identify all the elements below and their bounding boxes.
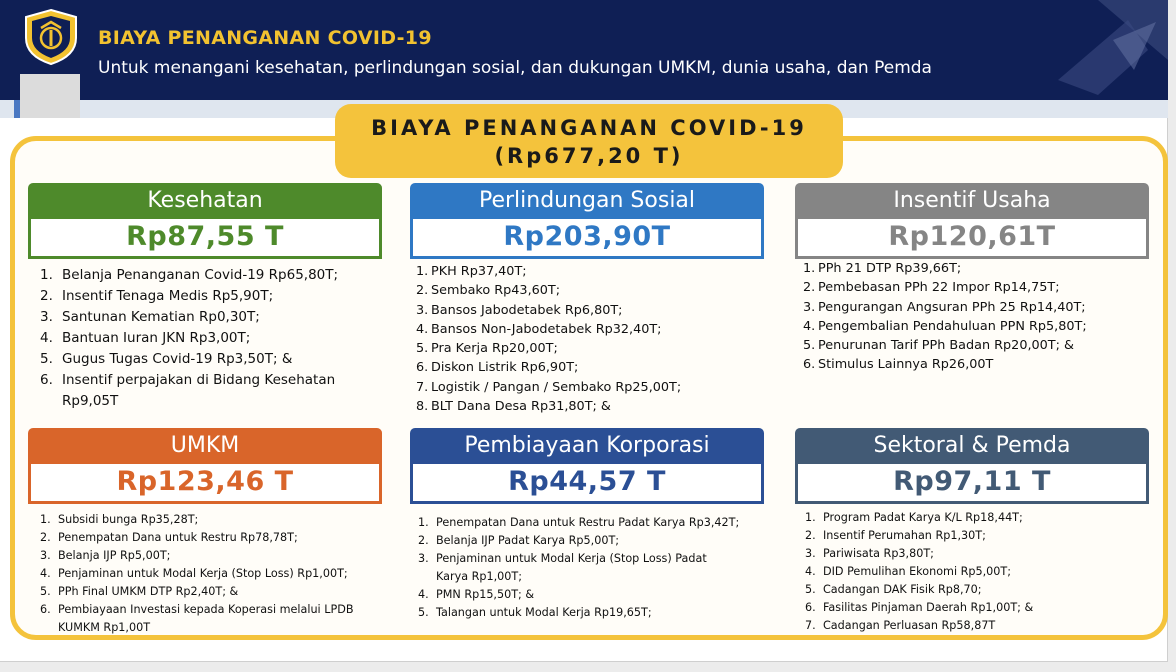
item-text: Pembiayaan Investasi kepada Koperasi melalui LPDB bbox=[58, 603, 354, 616]
item-text: Stimulus Lainnya Rp26,00T bbox=[818, 357, 994, 373]
card-value-umkm: Rp123,46 T bbox=[28, 464, 382, 504]
item-number: 1. bbox=[416, 264, 429, 279]
list-kesehatan bbox=[40, 265, 338, 412]
list-item bbox=[803, 355, 1087, 374]
item-number: 3. bbox=[40, 549, 51, 562]
list-item bbox=[805, 509, 1033, 527]
item-number: 4. bbox=[416, 321, 429, 337]
item-text: Pengembalian Pendahuluan PPN Rp5,80T; bbox=[818, 318, 1087, 334]
item-number: 7. bbox=[805, 619, 816, 632]
item-number: 1. bbox=[805, 511, 816, 524]
item-text: PMN Rp15,50T; & bbox=[436, 588, 535, 601]
placeholder-box bbox=[20, 74, 80, 118]
list-item bbox=[418, 586, 739, 604]
list-item bbox=[418, 604, 739, 622]
item-number: 8. bbox=[416, 399, 429, 415]
list-item bbox=[40, 565, 354, 583]
card-title-pembiayaan-korporasi: Pembiayaan Korporasi bbox=[410, 428, 764, 464]
item-number: 3. bbox=[803, 299, 816, 315]
list-item bbox=[40, 583, 354, 601]
card-title-sektoral-pemda: Sektoral & Pemda bbox=[795, 428, 1149, 464]
list-item bbox=[805, 527, 1033, 545]
item-text: Talangan untuk Modal Kerja Rp19,65T; bbox=[436, 606, 652, 619]
list-item bbox=[416, 378, 681, 397]
banner-total: (Rp677,20 T) bbox=[494, 144, 684, 168]
item-text-continued: KUMKM Rp1,00T bbox=[58, 621, 151, 634]
item-text-continued: Rp9,05T bbox=[62, 393, 119, 409]
item-number: 3. bbox=[40, 309, 53, 325]
item-number: 4. bbox=[805, 565, 816, 578]
list-item bbox=[803, 278, 1087, 297]
item-number: 5. bbox=[40, 351, 53, 367]
item-number: 4. bbox=[418, 588, 429, 601]
item-number: 5. bbox=[418, 606, 429, 619]
total-banner bbox=[335, 104, 843, 178]
item-number: 4. bbox=[40, 567, 51, 580]
item-number: 2. bbox=[805, 529, 816, 542]
item-text: Insentif Tenaga Medis Rp5,90T; bbox=[62, 288, 274, 304]
item-text: Cadangan Perluasan Rp58,87T bbox=[823, 619, 996, 632]
list-item bbox=[40, 511, 354, 529]
item-text: Sembako Rp43,60T; bbox=[431, 283, 561, 299]
list-item bbox=[416, 358, 681, 377]
item-number: 4. bbox=[40, 330, 53, 346]
item-text: Belanja IJP Rp5,00T; bbox=[58, 549, 171, 562]
item-text: PPh Final UMKM DTP Rp2,40T; & bbox=[58, 585, 239, 598]
item-number: 2. bbox=[416, 283, 429, 299]
list-item bbox=[418, 514, 739, 532]
list-item bbox=[803, 298, 1087, 317]
card-title-kesehatan: Kesehatan bbox=[28, 183, 382, 219]
item-number: 2. bbox=[418, 534, 429, 547]
list-item bbox=[805, 599, 1033, 617]
item-text-continued: Karya Rp1,00T; bbox=[436, 570, 523, 583]
list-umkm bbox=[40, 511, 354, 637]
header-bar bbox=[0, 0, 1168, 100]
item-number: 5. bbox=[416, 341, 429, 357]
item-number: 1. bbox=[418, 516, 429, 529]
item-number: 3. bbox=[418, 552, 429, 565]
list-item bbox=[416, 320, 681, 339]
list-item bbox=[40, 547, 354, 565]
list-item bbox=[40, 307, 338, 328]
item-text: Pariwisata Rp3,80T; bbox=[823, 547, 934, 560]
item-text: Insentif perpajakan di Bidang Kesehatan bbox=[62, 372, 336, 388]
list-item bbox=[803, 317, 1087, 336]
list-item bbox=[40, 328, 338, 349]
list-pembiayaan-korporasi bbox=[418, 514, 739, 622]
item-text: Pra Kerja Rp20,00T; bbox=[431, 341, 558, 357]
item-text: PKH Rp37,40T; bbox=[431, 264, 527, 279]
item-text: Pengurangan Angsuran PPh 25 Rp14,40T; bbox=[818, 299, 1086, 315]
item-number: 5. bbox=[803, 338, 816, 354]
item-number: 3. bbox=[805, 547, 816, 560]
item-text: Belanja Penanganan Covid-19 Rp65,80T; bbox=[62, 267, 339, 283]
item-text: Program Padat Karya K/L Rp18,44T; bbox=[823, 511, 1023, 524]
item-number: 7. bbox=[416, 379, 429, 395]
item-text: Cadangan DAK Fisik Rp8,70; bbox=[823, 583, 982, 596]
kemenkeu-logo-icon bbox=[22, 8, 80, 66]
item-text: Bansos Jabodetabek Rp6,80T; bbox=[431, 302, 623, 318]
list-perlindungan-sosial bbox=[416, 262, 681, 416]
item-text: PPh 21 DTP Rp39,66T; bbox=[818, 261, 962, 276]
item-text: Penempatan Dana untuk Restru Rp78,78T; bbox=[58, 531, 298, 544]
card-value-kesehatan: Rp87,55 T bbox=[28, 219, 382, 259]
item-number: 5. bbox=[40, 585, 51, 598]
list-item bbox=[416, 262, 681, 281]
list-item bbox=[805, 563, 1033, 581]
list-insentif-usaha bbox=[803, 259, 1087, 375]
item-number: 2. bbox=[40, 531, 51, 544]
item-number: 1. bbox=[803, 261, 816, 276]
card-value-sektoral-pemda: Rp97,11 T bbox=[795, 464, 1149, 504]
item-text: Pembebasan PPh 22 Impor Rp14,75T; bbox=[818, 280, 1060, 296]
item-text: Fasilitas Pinjaman Daerah Rp1,00T; & bbox=[823, 601, 1034, 614]
list-item bbox=[416, 301, 681, 320]
list-item bbox=[40, 529, 354, 547]
item-text: Logistik / Pangan / Sembako Rp25,00T; bbox=[431, 379, 682, 395]
list-item bbox=[805, 617, 1033, 635]
list-item bbox=[416, 339, 681, 358]
card-value-insentif-usaha: Rp120,61T bbox=[795, 219, 1149, 259]
item-text: Santunan Kematian Rp0,30T; bbox=[62, 309, 260, 325]
item-text: Insentif Perumahan Rp1,30T; bbox=[823, 529, 986, 542]
item-text: Penempatan Dana untuk Restru Padat Karya Rp3,42T; bbox=[436, 516, 740, 529]
list-item bbox=[40, 601, 354, 637]
list-item bbox=[40, 265, 338, 286]
item-text: Subsidi bunga Rp35,28T; bbox=[58, 513, 199, 526]
list-item bbox=[416, 397, 681, 416]
item-number: 6. bbox=[40, 372, 53, 388]
card-value-pembiayaan-korporasi: Rp44,57 T bbox=[410, 464, 764, 504]
item-number: 1. bbox=[40, 513, 51, 526]
list-item bbox=[416, 281, 681, 300]
item-number: 2. bbox=[40, 288, 53, 304]
item-number: 6. bbox=[803, 357, 816, 373]
item-number: 6. bbox=[40, 603, 51, 616]
card-title-insentif-usaha: Insentif Usaha bbox=[795, 183, 1149, 219]
list-item bbox=[805, 545, 1033, 563]
list-item bbox=[418, 550, 739, 586]
item-text: Penurunan Tarif PPh Badan Rp20,00T; & bbox=[818, 338, 1074, 354]
list-item bbox=[418, 532, 739, 550]
card-value-perlindungan-sosial: Rp203,90T bbox=[410, 219, 764, 259]
list-item bbox=[803, 259, 1087, 278]
header-subtitle: Untuk menangani kesehatan, perlindungan sosial, dan dukungan UMKM, dunia usaha, dan Pemda bbox=[98, 58, 932, 78]
corner-decoration-icon bbox=[1038, 0, 1168, 100]
list-item bbox=[40, 349, 338, 370]
list-sektoral-pemda bbox=[805, 509, 1033, 635]
item-number: 3. bbox=[416, 302, 429, 318]
item-text: Bantuan Iuran JKN Rp3,00T; bbox=[62, 330, 251, 346]
item-number: 1. bbox=[40, 267, 53, 283]
list-item bbox=[40, 370, 338, 412]
header-title: BIAYA PENANGANAN COVID-19 bbox=[98, 27, 432, 49]
item-number: 6. bbox=[805, 601, 816, 614]
item-number: 4. bbox=[803, 318, 816, 334]
item-text: Belanja IJP Padat Karya Rp5,00T; bbox=[436, 534, 620, 547]
item-number: 5. bbox=[805, 583, 816, 596]
item-text: Gugus Tugas Covid-19 Rp3,50T; & bbox=[62, 351, 293, 367]
item-text: BLT Dana Desa Rp31,80T; & bbox=[431, 399, 611, 415]
card-title-perlindungan-sosial: Perlindungan Sosial bbox=[410, 183, 764, 219]
card-title-umkm: UMKM bbox=[28, 428, 382, 464]
item-number: 6. bbox=[416, 360, 429, 376]
banner-title: BIAYA PENANGANAN COVID-19 bbox=[371, 116, 807, 140]
list-item bbox=[40, 286, 338, 307]
item-text: Penjaminan untuk Modal Kerja (Stop Loss) Padat bbox=[436, 552, 707, 565]
item-text: DID Pemulihan Ekonomi Rp5,00T; bbox=[823, 565, 1011, 578]
item-text: Bansos Non-Jabodetabek Rp32,40T; bbox=[431, 321, 662, 337]
item-text: Penjaminan untuk Modal Kerja (Stop Loss) Rp1,00T; bbox=[58, 567, 348, 580]
list-item bbox=[803, 336, 1087, 355]
item-text: Diskon Listrik Rp6,90T; bbox=[431, 360, 579, 376]
item-number: 2. bbox=[803, 280, 816, 296]
list-item bbox=[805, 581, 1033, 599]
